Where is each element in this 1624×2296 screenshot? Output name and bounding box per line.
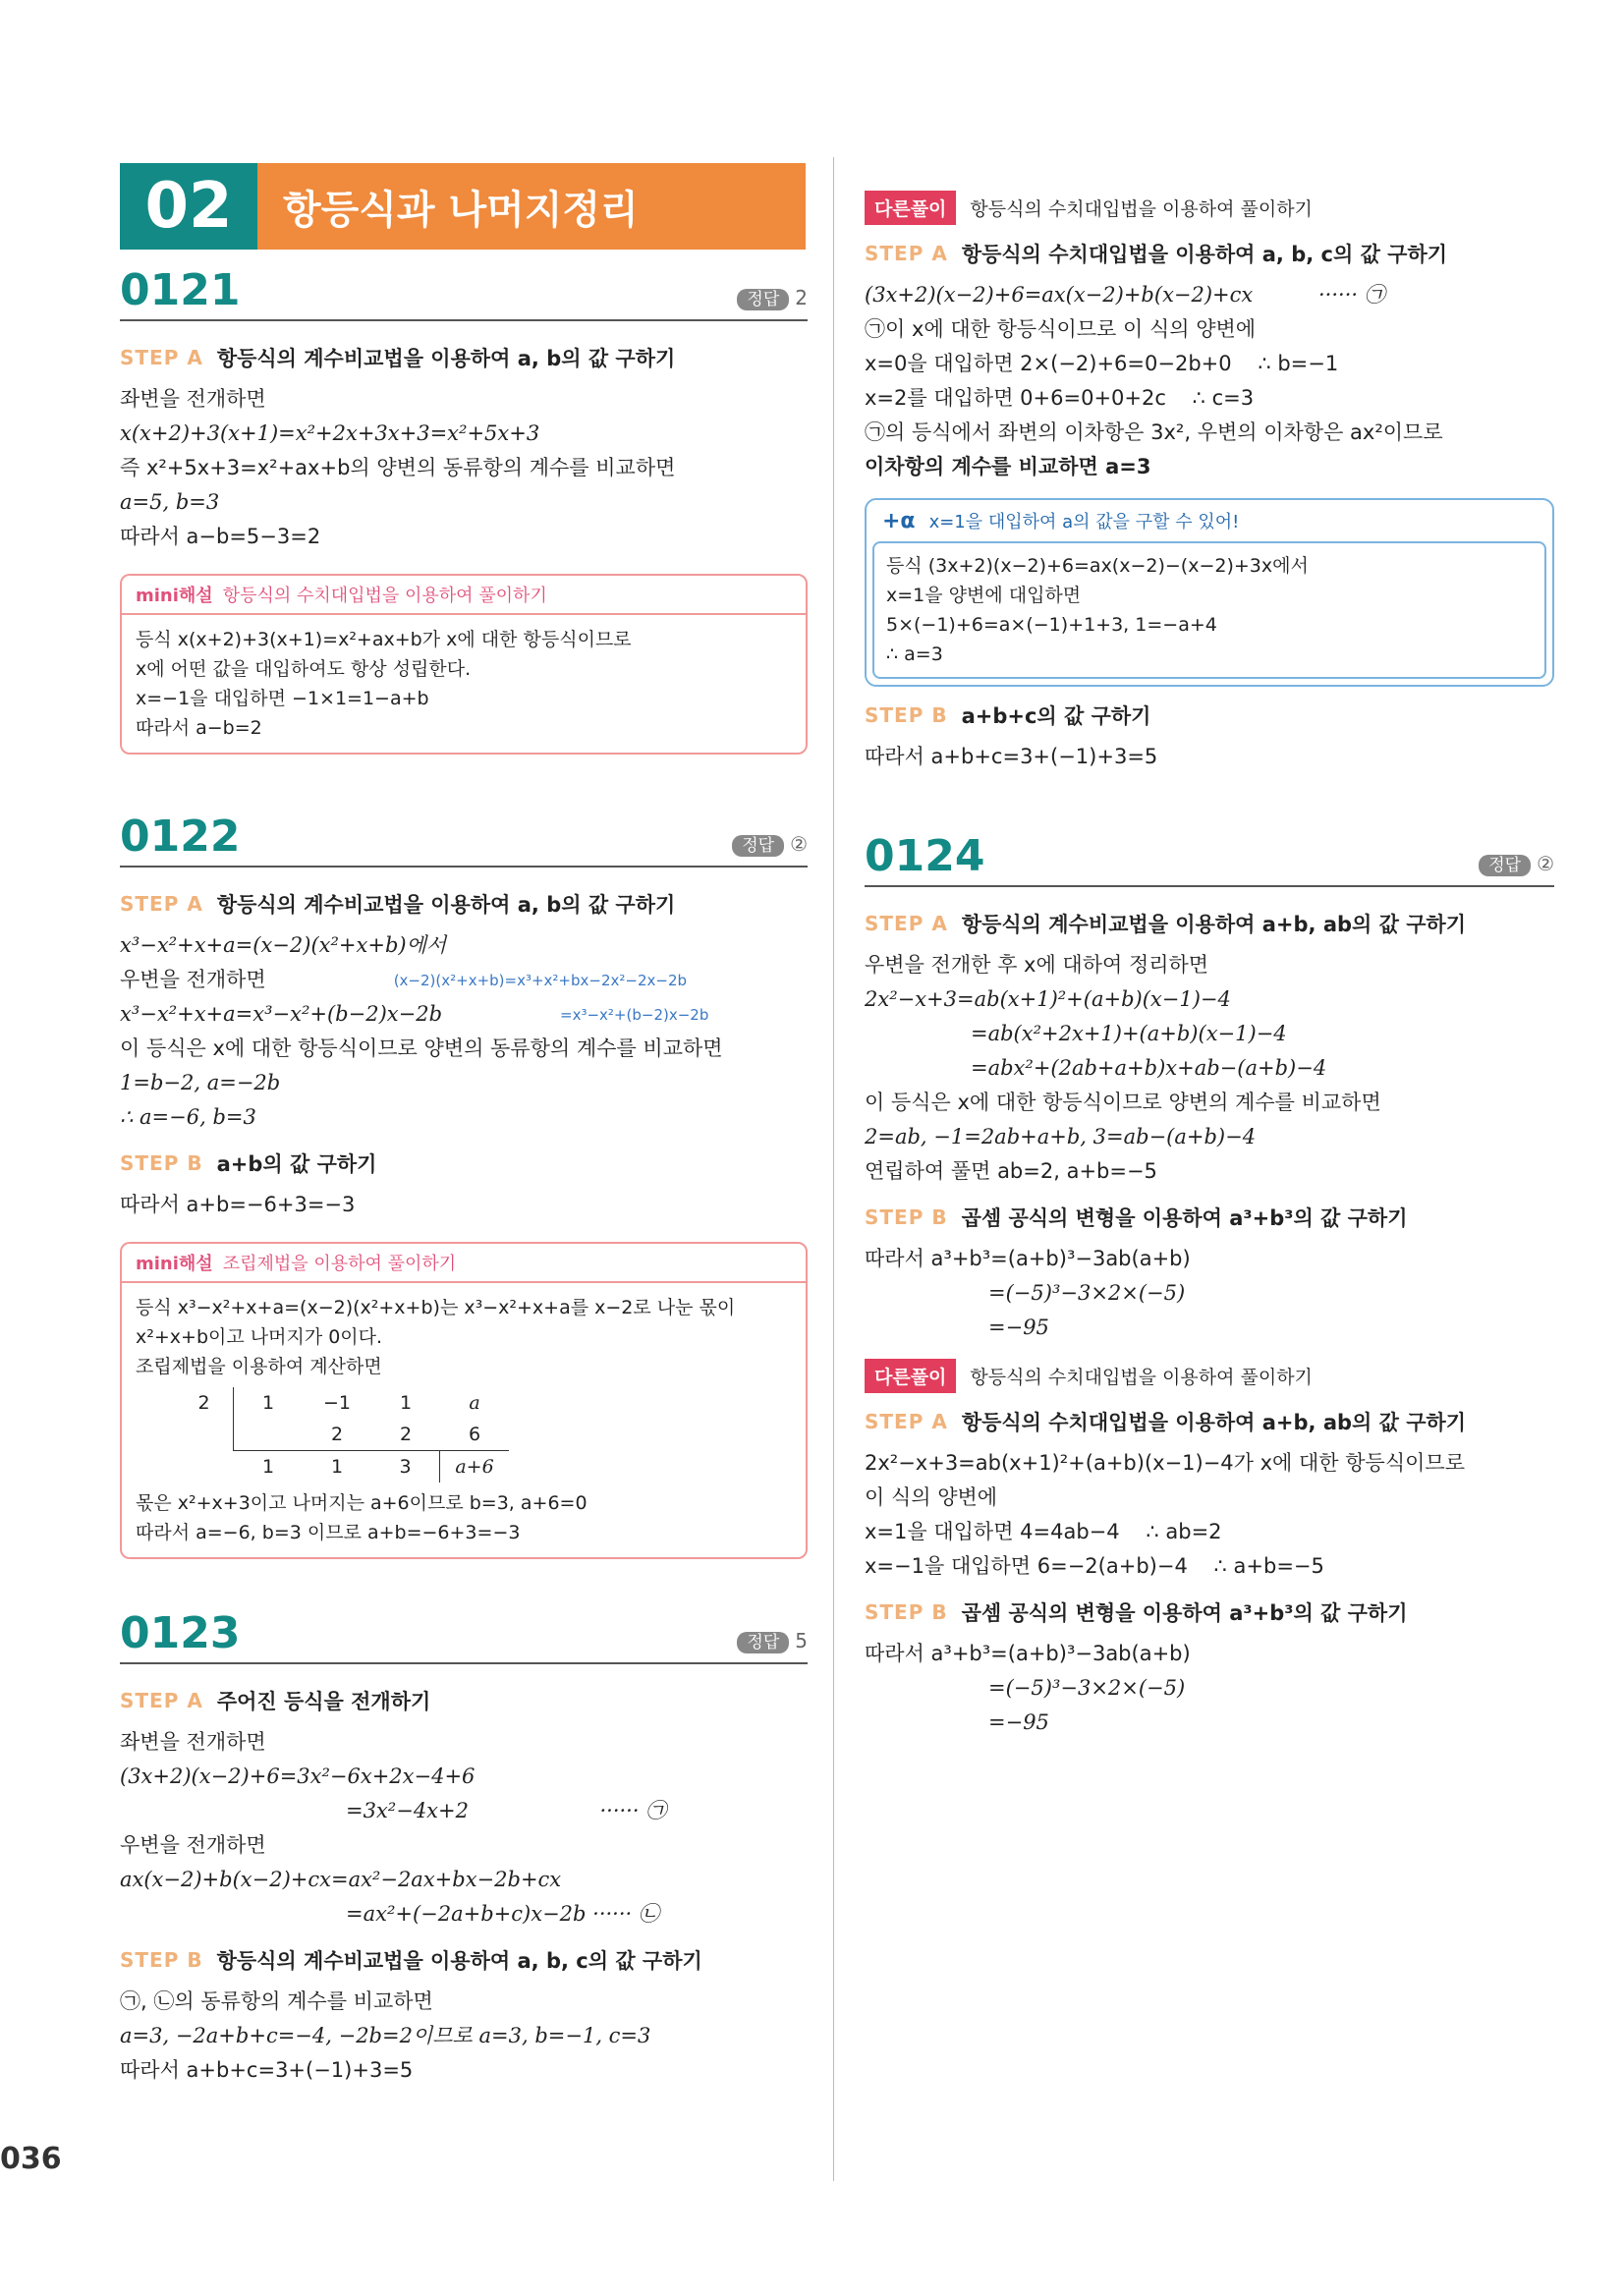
- mini-line: 등식 x(x+2)+3(x+1)=x²+ax+b가 x에 대한 항등식이므로: [136, 629, 632, 650]
- step-label: STEP A: [120, 892, 203, 916]
- problem-0121: [120, 265, 808, 755]
- mini-body: [122, 613, 806, 753]
- solution-line: 연립하여 풀면 ab=2, a+b=−5: [865, 1159, 1157, 1183]
- mini-line: x=−1을 대입하면 −1×1=1−a+b: [136, 688, 429, 709]
- solution-line: ax(x−2)+b(x−2)+cx=ax²−2ax+bx−2b+cx: [120, 1868, 562, 1891]
- solution-line: 따라서 a+b+c=3+(−1)+3=5: [865, 745, 1158, 768]
- synth-cell: −1: [322, 1392, 351, 1414]
- answer-tag: 정답: [737, 289, 789, 310]
- mini-title: 항등식의 수치대입법을 이용하여 풀이하기: [222, 586, 547, 606]
- step-label: STEP A: [120, 1689, 203, 1712]
- solution-line: 따라서 a+b=−6+3=−3: [120, 1193, 356, 1216]
- solution-line: (3x+2)(x−2)+6=3x²−6x+2x−4+6: [120, 1764, 476, 1788]
- solution-line: a=5, b=3: [120, 490, 220, 514]
- synth-cell: 1: [261, 1456, 275, 1478]
- synth-cell: 2: [303, 1419, 371, 1451]
- step-a: [865, 909, 1554, 938]
- solution-line: =ab(x²+2x+1)+(a+b)(x−1)−4: [971, 1022, 1287, 1045]
- synth-cell: 2: [371, 1419, 440, 1451]
- expansion-note: =x³−x²+(b−2)x−2b: [560, 1005, 709, 1024]
- chapter-title: 항등식과 나머지정리: [257, 163, 806, 250]
- solution-line: x=1을 대입하면 4=4ab−4 ∴ ab=2: [865, 1520, 1222, 1543]
- answer: [1479, 851, 1554, 875]
- step-title: a+b의 값 구하기: [216, 1152, 377, 1176]
- mini-header: [122, 1244, 806, 1281]
- solution-line: 따라서 a³+b³=(a+b)³−3ab(a+b): [865, 1642, 1191, 1665]
- solution-line: 이차항의 계수를 비교하면 a=3: [865, 455, 1151, 478]
- solution-line: 우변을 전개하면: [120, 1833, 266, 1857]
- column-divider: [833, 157, 834, 2181]
- synth-cell: 6: [440, 1419, 509, 1451]
- mini-title: 조립제법을 이용하여 풀이하기: [222, 1254, 457, 1274]
- step-title: 항등식의 수치대입법을 이용하여 a+b, ab의 값 구하기: [961, 1411, 1467, 1434]
- synth-cell: 1: [261, 1392, 275, 1414]
- step-label: STEP B: [120, 1151, 203, 1175]
- synth-cell: 1: [330, 1456, 344, 1478]
- alternate-solution-0123: [865, 191, 1554, 774]
- solution-line: 따라서 a+b+c=3+(−1)+3=5: [120, 2058, 414, 2082]
- answer-value: 5: [795, 1629, 808, 1652]
- synth-cell: 1: [399, 1392, 413, 1414]
- solution-line: x=0을 대입하면 2×(−2)+6=0−2b+0 ∴ b=−1: [865, 352, 1339, 375]
- mini-line: 따라서 a=−6, b=3 이므로 a+b=−6+3=−3: [136, 1522, 521, 1543]
- step-a: [120, 343, 808, 372]
- problem-header: [865, 831, 1554, 887]
- mini-label: mini해설: [136, 1254, 213, 1274]
- step-title: 곱셈 공식의 변형을 이용하여 a³+b³의 값 구하기: [961, 1601, 1408, 1625]
- problem-number: 0123: [120, 1608, 241, 1658]
- problem-0124: [865, 831, 1554, 1740]
- solution-line: =3x²−4x+2 ······ ㉠: [346, 1799, 667, 1822]
- synth-cell: 2: [175, 1387, 234, 1419]
- step-label: STEP A: [865, 242, 948, 265]
- synth-cell: [175, 1451, 234, 1483]
- problem-number: 0124: [865, 831, 985, 881]
- answer-tag: 정답: [1479, 855, 1531, 876]
- mini-header: [122, 576, 806, 613]
- solution-line: =ax²+(−2a+b+c)x−2b ······ ㉡: [346, 1902, 659, 1926]
- mini-line: 따라서 a−b=2: [136, 717, 262, 739]
- step-b: [865, 1203, 1554, 1232]
- alt-tag: 다른풀이: [865, 191, 956, 225]
- solution-line: ∴ a=−6, b=3: [120, 1105, 256, 1129]
- solution-line: x³−x²+x+a=x³−x²+(b−2)x−2b: [120, 1002, 443, 1026]
- plus-line: ∴ a=3: [886, 644, 943, 665]
- solution-line: 이 식의 양변에: [865, 1485, 998, 1509]
- problem-header: [120, 1608, 808, 1664]
- solution-line: =−95: [988, 1316, 1049, 1339]
- synth-cell: a: [469, 1392, 480, 1414]
- alt-step-b: [865, 700, 1554, 730]
- step-title: 항등식의 계수비교법을 이용하여 a, b의 값 구하기: [216, 347, 676, 370]
- alt-header: [865, 191, 1554, 225]
- solution-line: =(−5)³−3×2×(−5): [988, 1676, 1186, 1700]
- chapter-number: 02: [120, 163, 257, 250]
- mini-line: x에 어떤 값을 대입하여도 항상 성립한다.: [136, 658, 472, 680]
- synth-cell: [175, 1419, 234, 1451]
- plus-header: [867, 500, 1552, 541]
- solution-line: 2x²−x+3=ab(x+1)²+(a+b)(x−1)−4: [865, 987, 1231, 1011]
- answer-value: ②: [1537, 852, 1554, 875]
- mini-line: x²+x+b이고 나머지가 0이다.: [136, 1326, 383, 1348]
- solution-line: 따라서 a−b=5−3=2: [120, 525, 321, 548]
- chapter-header: [120, 163, 806, 250]
- solution-line: x³−x²+x+a=(x−2)(x²+x+b)에서: [120, 933, 447, 957]
- step-label: STEP A: [120, 346, 203, 369]
- solution-line: 이 등식은 x에 대한 항등식이므로 양변의 동류항의 계수를 비교하면: [120, 1036, 723, 1060]
- step-title: 항등식의 계수비교법을 이용하여 a+b, ab의 값 구하기: [961, 913, 1467, 936]
- solution-line: =abx²+(2ab+a+b)x+ab−(a+b)−4: [971, 1056, 1327, 1080]
- step-title: 주어진 등식을 전개하기: [216, 1690, 431, 1713]
- step-label: STEP B: [120, 1948, 203, 1972]
- step-label: STEP A: [865, 1410, 948, 1433]
- mini-line: 등식 x³−x²+x+a=(x−2)(x²+x+b)는 x³−x²+x+a를 x−2로 나눈 몫이: [136, 1297, 736, 1318]
- solution-line: 우변을 전개하면: [120, 968, 266, 991]
- step-label: STEP B: [865, 1600, 948, 1624]
- step-title: 항등식의 계수비교법을 이용하여 a, b의 값 구하기: [216, 893, 676, 917]
- answer: [737, 1628, 808, 1652]
- synthetic-division-table: [175, 1387, 792, 1483]
- solution-line: ㉠의 등식에서 좌변의 이차항은 3x², 우변의 이차항은 ax²이므로: [865, 420, 1443, 444]
- answer-tag: 정답: [732, 835, 784, 857]
- solution-line: 즉 x²+5x+3=x²+ax+b의 양변의 동류항의 계수를 비교하면: [120, 456, 676, 479]
- alt-step-b: [865, 1597, 1554, 1627]
- plus-body: [872, 541, 1546, 679]
- solution-line: ㉠, ㉡의 동류항의 계수를 비교하면: [120, 1989, 433, 2013]
- step-a: [120, 889, 808, 919]
- alt-step-a: [865, 239, 1554, 268]
- plus-alpha-box: [865, 498, 1554, 687]
- solution-line: x=−1을 대입하면 6=−2(a+b)−4 ∴ a+b=−5: [865, 1554, 1324, 1578]
- solution-line: 2=ab, −1=2ab+a+b, 3=ab−(a+b)−4: [865, 1125, 1257, 1148]
- step-label: STEP A: [865, 912, 948, 935]
- alt-title: 항등식의 수치대입법을 이용하여 풀이하기: [970, 198, 1313, 220]
- synth-cell: 3: [371, 1451, 440, 1483]
- plus-label: +α: [882, 509, 916, 533]
- plus-title: x=1을 대입하여 a의 값을 구할 수 있어!: [928, 512, 1240, 532]
- plus-line: 5×(−1)+6=a×(−1)+1+3, 1=−a+4: [886, 614, 1217, 636]
- solution-line: =(−5)³−3×2×(−5): [988, 1281, 1186, 1305]
- mini-explanation-box: [120, 1242, 808, 1559]
- solution-line: 따라서 a³+b³=(a+b)³−3ab(a+b): [865, 1247, 1191, 1270]
- synth-cell: [234, 1419, 303, 1451]
- answer-value: ②: [790, 832, 808, 856]
- mini-label: mini해설: [136, 586, 213, 606]
- step-b: [120, 1945, 808, 1975]
- solution-line: 우변을 전개한 후 x에 대하여 정리하면: [865, 953, 1209, 977]
- step-title: 항등식의 계수비교법을 이용하여 a, b, c의 값 구하기: [216, 1949, 702, 1973]
- plus-line: x=1을 양변에 대입하면: [886, 585, 1082, 606]
- problem-number: 0121: [120, 265, 241, 315]
- mini-line: 조립제법을 이용하여 계산하면: [136, 1356, 382, 1377]
- mini-body: [122, 1281, 806, 1557]
- plus-line: 등식 (3x+2)(x−2)+6=ax(x−2)−(x−2)+3x에서: [886, 555, 1309, 577]
- problem-0123: [120, 1608, 808, 2088]
- step-label: STEP B: [865, 703, 948, 727]
- answer-value: 2: [795, 286, 808, 309]
- step-title: 곱셈 공식의 변형을 이용하여 a³+b³의 값 구하기: [961, 1206, 1408, 1230]
- problem-header: [120, 265, 808, 321]
- step-title: 항등식의 수치대입법을 이용하여 a, b, c의 값 구하기: [961, 243, 1448, 266]
- alt-tag: 다른풀이: [865, 1359, 956, 1393]
- solution-line: 이 등식은 x에 대한 항등식이므로 양변의 계수를 비교하면: [865, 1091, 1381, 1114]
- solution-line: (3x+2)(x−2)+6=ax(x−2)+b(x−2)+cx ······ ㉠: [865, 283, 1385, 307]
- mini-explanation-box: [120, 574, 808, 755]
- solution-line: a=3, −2a+b+c=−4, −2b=2이므로 a=3, b=−1, c=3: [120, 2024, 651, 2047]
- solution-line: x(x+2)+3(x+1)=x²+2x+3x+3=x²+5x+3: [120, 421, 540, 445]
- page-number: 036: [0, 2142, 62, 2176]
- solution-line: 1=b−2, a=−2b: [120, 1071, 281, 1094]
- solution-line: 좌변을 전개하면: [120, 1730, 266, 1754]
- alt-header: [865, 1359, 1554, 1393]
- problem-0122: [120, 812, 808, 1559]
- solution-line: 좌변을 전개하면: [120, 387, 266, 411]
- alt-title: 항등식의 수치대입법을 이용하여 풀이하기: [970, 1367, 1313, 1388]
- expansion-note: (x−2)(x²+x+b)=x³+x²+bx−2x²−2x−2b: [393, 971, 688, 989]
- answer: [732, 831, 808, 856]
- solution-line: 2x²−x+3=ab(x+1)²+(a+b)(x−1)−4가 x에 대한 항등식이므로: [865, 1451, 1465, 1475]
- synth-cell: a+6: [455, 1456, 494, 1478]
- problem-header: [120, 812, 808, 868]
- answer-tag: 정답: [737, 1632, 789, 1653]
- step-a: [120, 1686, 808, 1715]
- step-title: a+b+c의 값 구하기: [961, 704, 1151, 728]
- step-label: STEP B: [865, 1205, 948, 1229]
- problem-number: 0122: [120, 812, 241, 862]
- step-b: [120, 1148, 808, 1178]
- solution-line: ㉠이 x에 대한 항등식이므로 이 식의 양변에: [865, 317, 1257, 341]
- solution-line: x=2를 대입하면 0+6=0+0+2c ∴ c=3: [865, 386, 1255, 410]
- alt-step-a: [865, 1407, 1554, 1436]
- mini-line: 몫은 x²+x+3이고 나머지는 a+6이므로 b=3, a+6=0: [136, 1492, 588, 1514]
- answer: [737, 285, 808, 309]
- solution-line: =−95: [988, 1710, 1049, 1734]
